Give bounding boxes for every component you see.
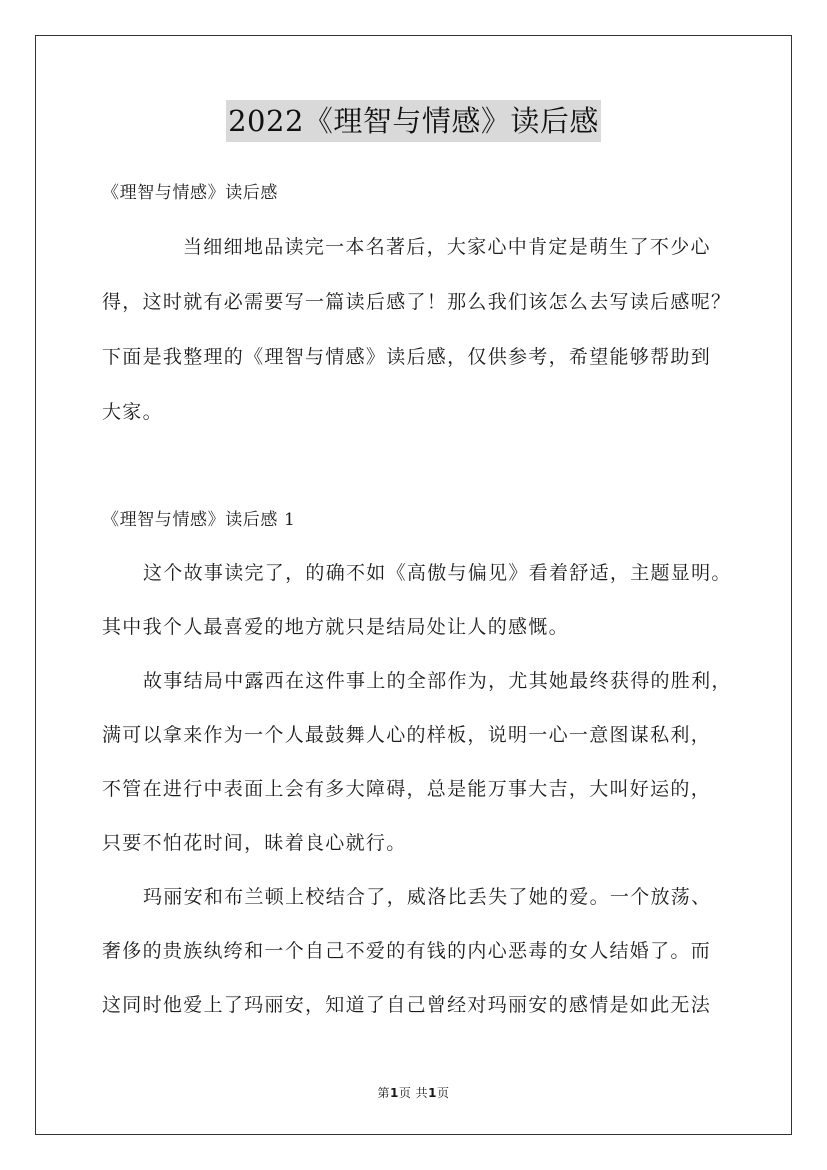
document-heading: 《理智与情感》读后感 [102, 183, 278, 203]
body-line-1: 这个故事读完了，的确不如《高傲与偏见》看着舒适，主题显明。 [143, 562, 732, 584]
intro-line-3: 下面是我整理的《理智与情感》读后感，仅供参考，希望能够帮助到 [102, 346, 712, 368]
intro-line-2: 得，这时就有必需要写一篇读后感了！那么我们该怎么去写读后感呢？ [102, 291, 732, 313]
body-line-6: 只要不怕花时间，昧着良心就行。 [102, 832, 407, 854]
body-line-4: 满可以拿来作为一个人最鼓舞人心的样板，说明一心一意图谋私利， [102, 724, 712, 746]
intro-line-1: 当细细地品读完一本名著后，大家心中肯定是萌生了不少心 [183, 236, 711, 258]
footer-page-prefix: 第 [377, 1086, 390, 1100]
footer-page-current: 1 [389, 1086, 399, 1100]
title-container [0, 100, 827, 142]
intro-line-4: 大家。 [102, 401, 163, 423]
body-line-5: 不管在进行中表面上会有多大障碍，总是能万事大吉，大叫好运的， [102, 778, 712, 800]
section-heading: 《理智与情感》读后感 1 [102, 510, 296, 530]
body-line-3: 故事结局中露西在这件事上的全部作为，尤其她最终获得的胜利， [143, 670, 732, 692]
body-line-2: 其中我个人最喜爱的地方就只是结局处让人的感慨。 [102, 616, 569, 638]
body-line-9: 这同时他爱上了玛丽安，知道了自己曾经对玛丽安的感情是如此无法 [102, 994, 712, 1016]
footer-page-mid: 页 共 [398, 1086, 429, 1100]
footer-page-suffix: 页 [437, 1086, 450, 1100]
page-footer [0, 1084, 827, 1101]
footer-page-total: 1 [428, 1086, 438, 1100]
body-line-8: 奢侈的贵族纨绔和一个自己不爱的有钱的内心恶毒的女人结婚了。而 [102, 940, 712, 962]
body-line-7: 玛丽安和布兰顿上校结合了，威洛比丢失了她的爱。一个放荡、 [143, 886, 712, 908]
document-title: 2022《理智与情感》读后感 [226, 100, 601, 142]
